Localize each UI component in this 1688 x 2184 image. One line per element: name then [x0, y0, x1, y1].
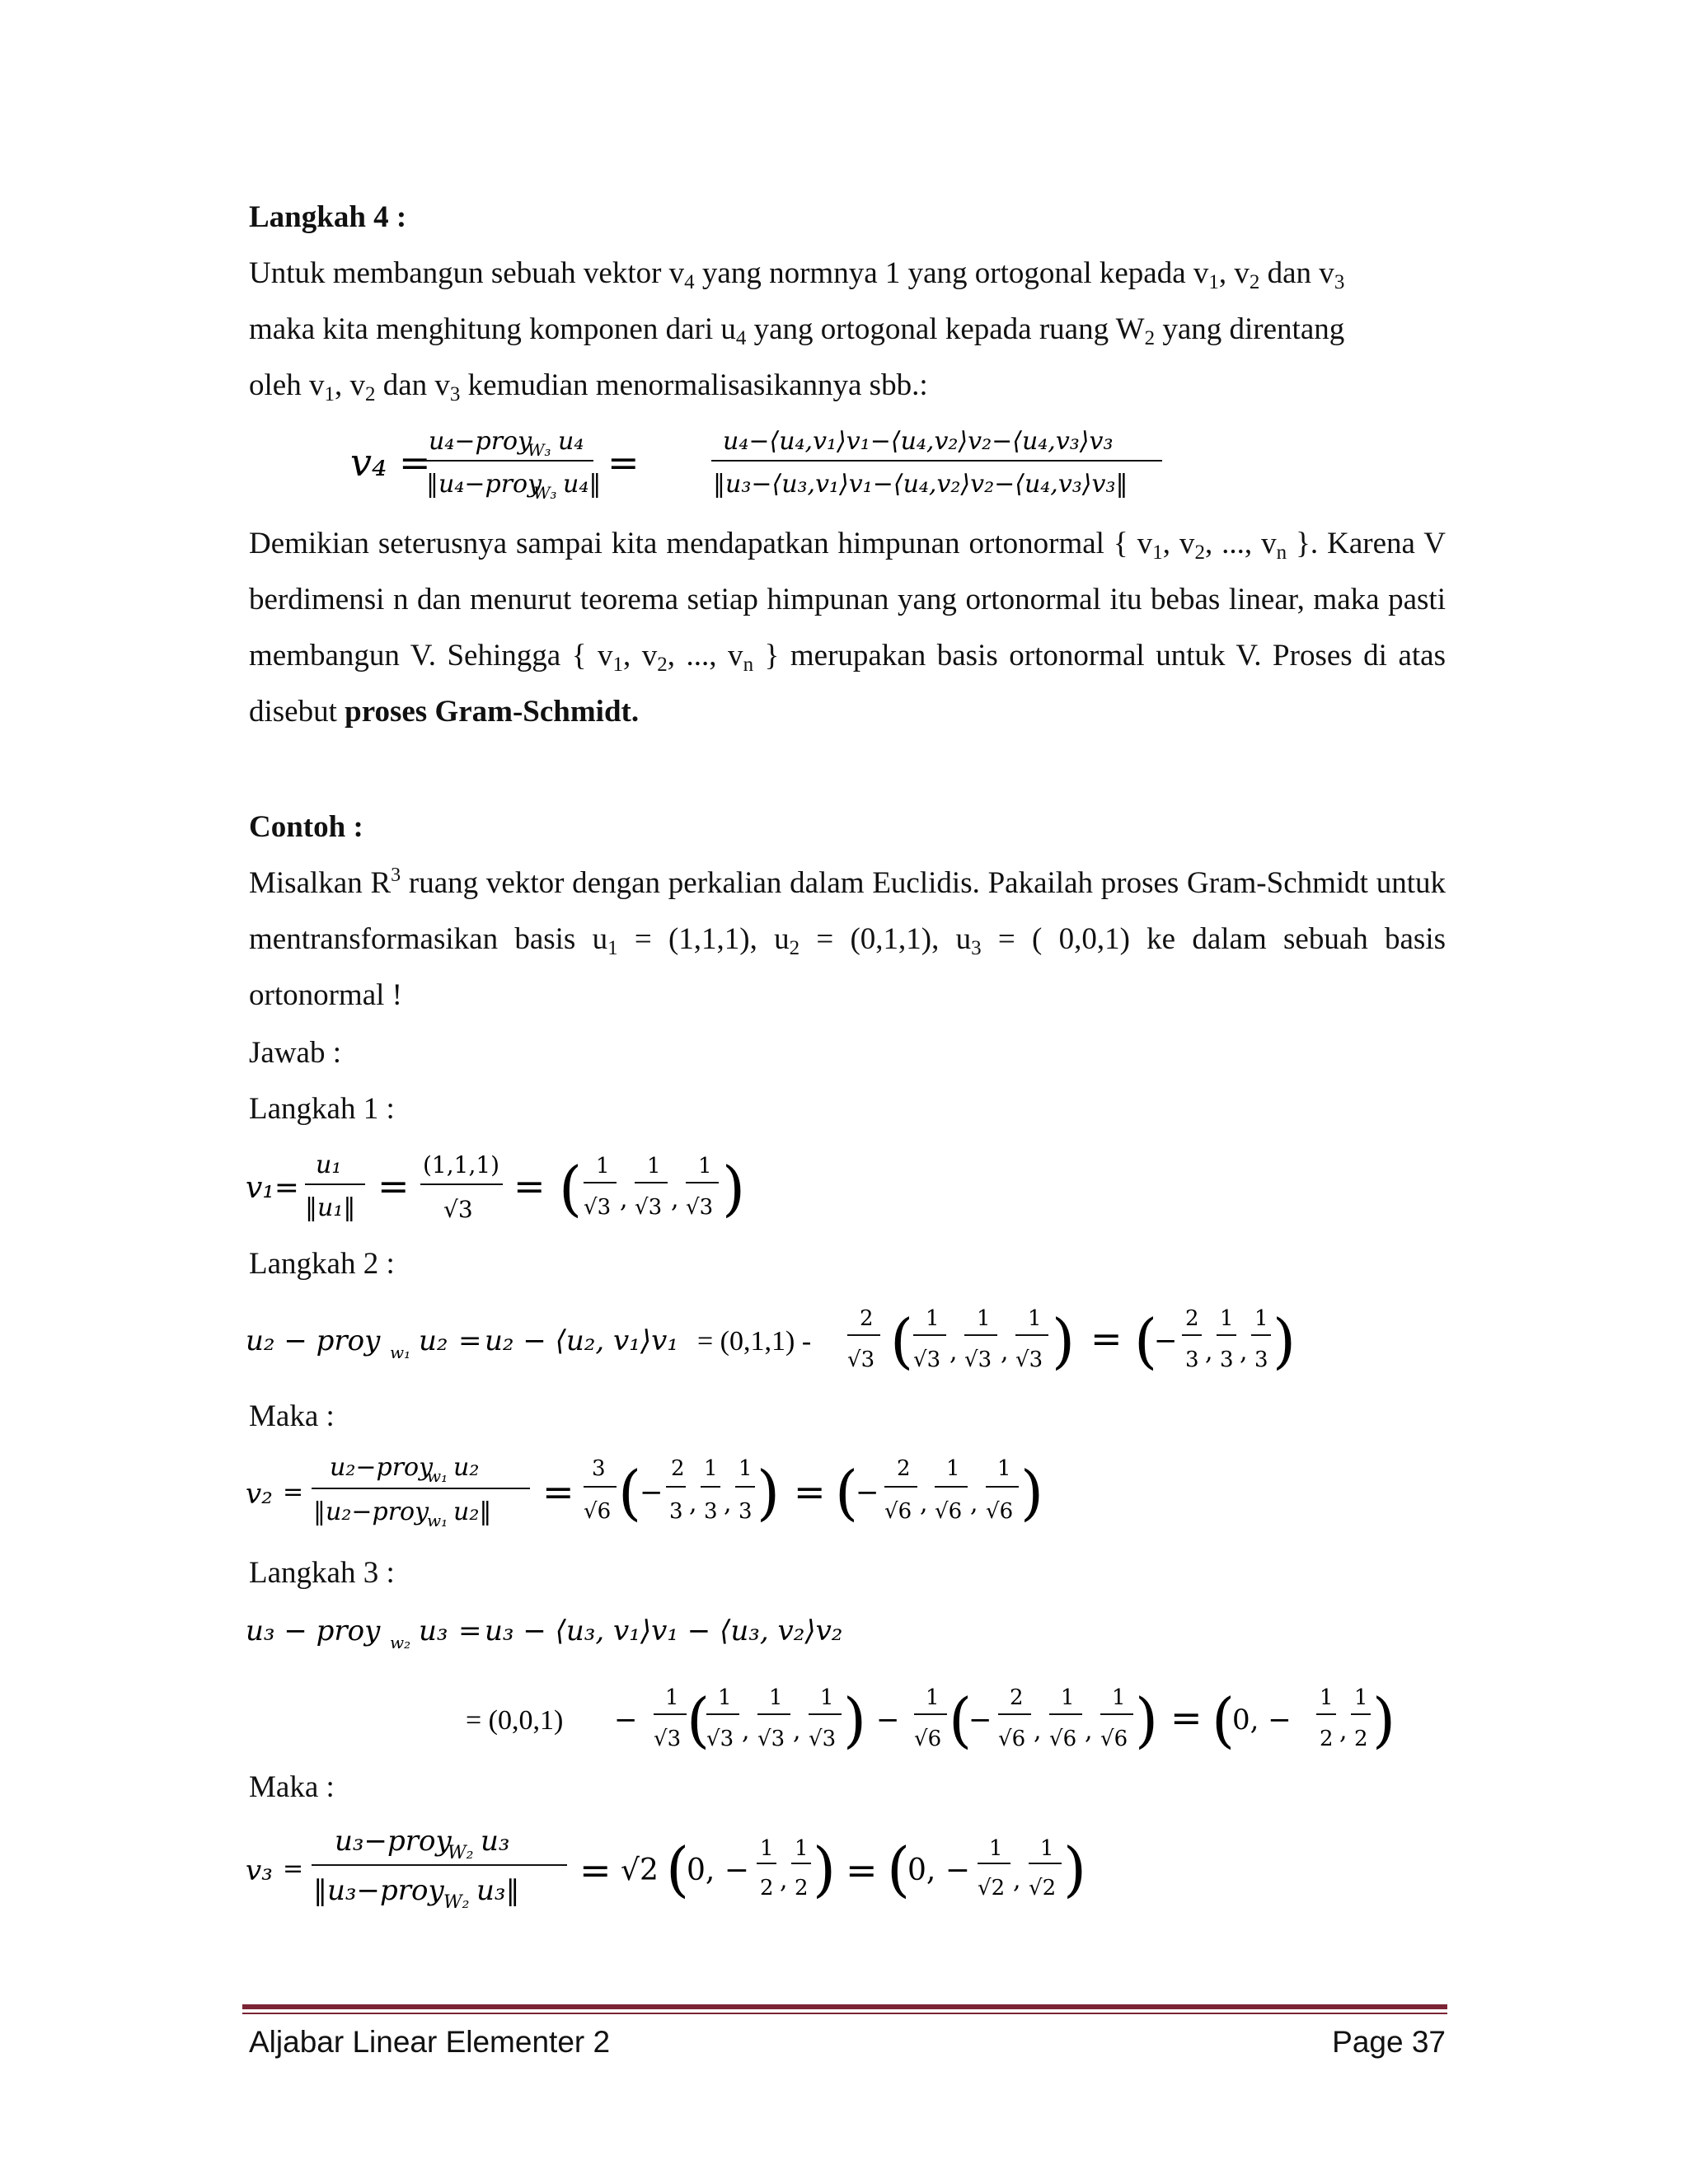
svg-text:1: 1: [1040, 1836, 1054, 1861]
svg-text:v₁=: v₁=: [246, 1171, 299, 1205]
svg-text:u₃: u₃: [481, 1825, 510, 1858]
equation-step2: [246, 1294, 1317, 1392]
svg-text:1: 1: [946, 1456, 960, 1481]
svg-text:(: (: [559, 1154, 583, 1223]
svg-text:u₃ − ⟨u₃, v₁⟩v₁ − ⟨u₃, v₂⟩v₂: u₃ − ⟨u₃, v₁⟩v₁ − ⟨u₃, v₂⟩v₂: [485, 1615, 843, 1647]
footer-rule-thin: [242, 2013, 1447, 2014]
svg-text:,: ,: [1339, 1717, 1348, 1746]
svg-text:1: 1: [769, 1685, 783, 1710]
svg-text:√6: √6: [986, 1499, 1014, 1524]
svg-text:): ): [722, 1154, 746, 1223]
step4-line3: oleh $v_1$, $v_2$ dan $v_3$ kemudian menormalisasikannya sbb.:: [249, 368, 928, 405]
svg-text:): ): [843, 1685, 867, 1755]
svg-text:u₄−⟨u₄,v₁⟩v₁−⟨u₄,v₂⟩v₂−⟨u₄,v₃⟩: u₄−⟨u₄,v₁⟩v₁−⟨u₄,v₂⟩v₂−⟨u₄,v₃⟩v₃: [723, 427, 1114, 456]
svg-text:,: ,: [689, 1489, 697, 1518]
svg-text:1: 1: [1112, 1685, 1126, 1710]
svg-text:√3: √3: [809, 1727, 837, 1751]
svg-text:1: 1: [738, 1456, 753, 1481]
svg-text:1: 1: [1254, 1306, 1268, 1331]
svg-text:,: ,: [1085, 1717, 1093, 1746]
svg-text:‖u₂−proy: ‖u₂−proy: [313, 1497, 429, 1526]
label-langkah1: Langkah 1 :: [249, 1092, 395, 1126]
svg-text:1: 1: [820, 1685, 834, 1710]
svg-text:√3: √3: [913, 1347, 941, 1372]
svg-text:1: 1: [977, 1306, 991, 1331]
svg-text:3: 3: [669, 1499, 683, 1524]
svg-text:,: ,: [1240, 1338, 1248, 1366]
svg-text:0, −: 0, −: [1232, 1704, 1292, 1736]
heading-example: Contoh :: [249, 810, 363, 844]
equation-v1: [246, 1141, 773, 1240]
label-maka1: Maka :: [249, 1399, 335, 1433]
svg-text:,: ,: [671, 1185, 679, 1214]
svg-text:=: =: [846, 1848, 878, 1892]
svg-text:W₂: W₂: [443, 1892, 470, 1913]
svg-text:3: 3: [738, 1499, 753, 1524]
svg-text:=: =: [458, 1615, 482, 1647]
svg-text:= (0,0,1): = (0,0,1): [466, 1705, 564, 1736]
svg-text:w₁: w₁: [427, 1511, 448, 1530]
svg-text:u₃ − proy: u₃ − proy: [246, 1615, 381, 1647]
svg-text:u₂: u₂: [419, 1324, 448, 1357]
svg-text:‖u₃−proy: ‖u₃−proy: [313, 1874, 444, 1907]
svg-text:v₃: v₃: [246, 1854, 273, 1887]
svg-text:1: 1: [760, 1836, 774, 1861]
paragraph-gram-schmidt: Demikian seterusnya sampai kita mendapatkan himpunan ortonormal { $v_1$, $v_2$, ..., $v_n$ }. Karena V berdimensi n dan menurut teorema setiap himpunan yang ortonormal itu bebas linear, maka pasti membangun V. Sehingga { $v_1$, $v_2$, ..., $v_n$ } merupakan basis ortonormal untuk V. Proses di atas disebut proses Gram-Schmidt.: [249, 527, 1447, 729]
svg-text:u₃: u₃: [419, 1615, 448, 1647]
svg-text:1: 1: [1028, 1306, 1042, 1331]
equation-step3-line1: [246, 1607, 987, 1672]
svg-text:2: 2: [897, 1456, 911, 1481]
svg-text:,: ,: [742, 1717, 750, 1746]
svg-text:,: ,: [620, 1185, 628, 1214]
svg-text:1: 1: [1354, 1685, 1368, 1710]
svg-text:1: 1: [698, 1154, 712, 1179]
svg-text:u₂‖: u₂‖: [453, 1497, 492, 1526]
svg-text:√6: √6: [584, 1499, 612, 1524]
svg-text:√3: √3: [654, 1727, 682, 1751]
svg-text:,: ,: [1205, 1338, 1213, 1366]
svg-text:(: (: [887, 1835, 911, 1904]
svg-text:=: =: [1090, 1316, 1123, 1361]
svg-text:=: =: [542, 1469, 574, 1514]
svg-text:3: 3: [592, 1456, 606, 1481]
svg-text:(: (: [666, 1835, 690, 1904]
svg-text:1: 1: [1220, 1306, 1234, 1331]
svg-text:(: (: [835, 1458, 859, 1527]
svg-text:2: 2: [860, 1306, 874, 1331]
svg-text:−: −: [614, 1704, 638, 1736]
svg-text:(1,1,1): (1,1,1): [423, 1151, 500, 1179]
svg-text:1: 1: [665, 1685, 679, 1710]
svg-text:1: 1: [647, 1154, 661, 1179]
svg-text:=: =: [794, 1469, 826, 1514]
svg-text:√3: √3: [443, 1196, 473, 1223]
svg-text:=: =: [283, 1478, 304, 1507]
svg-text:(: (: [890, 1306, 914, 1376]
svg-text:u₃‖: u₃‖: [476, 1874, 520, 1907]
svg-text:√6: √6: [935, 1499, 963, 1524]
svg-text:1: 1: [704, 1456, 718, 1481]
svg-text:−: −: [876, 1704, 900, 1736]
svg-text:W₂: W₂: [448, 1843, 474, 1863]
svg-text:√3: √3: [964, 1347, 992, 1372]
svg-text:√6: √6: [1049, 1727, 1077, 1751]
svg-text:): ): [813, 1835, 837, 1904]
svg-text:u₂−proy: u₂−proy: [330, 1453, 434, 1482]
svg-text:=: =: [377, 1164, 410, 1208]
equation-step3-line2: [466, 1673, 1414, 1771]
svg-text:2: 2: [671, 1456, 685, 1481]
svg-text:u₄−proy: u₄−proy: [429, 427, 532, 456]
svg-text:,: ,: [724, 1489, 732, 1518]
svg-text:√3: √3: [686, 1195, 714, 1220]
svg-text:w₁: w₁: [427, 1466, 448, 1486]
svg-text:−: −: [856, 1476, 879, 1509]
svg-text:1: 1: [1320, 1685, 1334, 1710]
svg-text:): ): [1372, 1685, 1396, 1755]
svg-text:1: 1: [596, 1154, 610, 1179]
svg-text:0, −: 0, −: [907, 1854, 970, 1887]
svg-text:,: ,: [793, 1717, 801, 1746]
svg-text:u₂: u₂: [453, 1453, 480, 1482]
svg-text:): ): [1052, 1306, 1076, 1376]
svg-text:1: 1: [1061, 1685, 1075, 1710]
svg-text:3: 3: [1220, 1347, 1234, 1372]
svg-text:w₂: w₂: [390, 1633, 411, 1652]
gram-schmidt-term: proses Gram-Schmidt.: [345, 695, 640, 729]
svg-text:2: 2: [1010, 1685, 1024, 1710]
svg-text:= (0,1,1) -: = (0,1,1) -: [697, 1326, 812, 1357]
svg-text:u₄‖: u₄‖: [563, 470, 602, 499]
svg-text:(: (: [618, 1458, 642, 1527]
svg-text:2: 2: [795, 1876, 809, 1900]
svg-text:1: 1: [926, 1306, 940, 1331]
svg-text:,: ,: [950, 1338, 958, 1366]
svg-text:w₁: w₁: [390, 1343, 411, 1362]
svg-text:,: ,: [920, 1489, 928, 1518]
label-langkah3: Langkah 3 :: [249, 1556, 395, 1590]
label-maka2: Maka :: [249, 1770, 335, 1804]
svg-text:√3: √3: [1015, 1347, 1043, 1372]
label-jawab: Jawab :: [249, 1036, 341, 1070]
footer-rule-thick: [242, 2004, 1447, 2009]
svg-text:√6: √6: [1100, 1727, 1128, 1751]
svg-text:): ): [1135, 1685, 1159, 1755]
svg-text:3: 3: [1185, 1347, 1199, 1372]
svg-text:‖u₄−proy: ‖u₄−proy: [426, 470, 542, 499]
svg-text:(: (: [1134, 1306, 1158, 1376]
svg-text:,: ,: [1001, 1338, 1009, 1366]
svg-text:2: 2: [1354, 1727, 1368, 1751]
svg-text:,: ,: [1034, 1717, 1042, 1746]
svg-text:(: (: [687, 1685, 710, 1755]
svg-text:−: −: [1154, 1324, 1178, 1357]
svg-text:,: ,: [780, 1866, 788, 1895]
svg-text:−: −: [968, 1704, 992, 1736]
svg-text:−: −: [640, 1476, 663, 1509]
svg-text:W₃: W₃: [533, 483, 557, 503]
svg-text:): ): [1273, 1306, 1296, 1376]
svg-text:‖u₁‖: ‖u₁‖: [305, 1193, 356, 1222]
svg-text:1: 1: [718, 1685, 732, 1710]
equation-v4: [350, 416, 1175, 514]
heading-step4: Langkah 4 :: [249, 200, 407, 234]
svg-text:u₂ − proy: u₂ − proy: [246, 1324, 381, 1357]
svg-text:√6: √6: [914, 1727, 942, 1751]
svg-text:): ): [757, 1458, 781, 1527]
svg-text:√3: √3: [847, 1347, 875, 1372]
svg-text:v₄ =: v₄ =: [350, 440, 431, 485]
step4-line2: maka kita menghitung komponen dari $u_4$ yang ortogonal kepada ruang $W_2$ yang direntang: [249, 312, 1345, 349]
svg-text:): ): [1020, 1458, 1044, 1527]
svg-text:√2: √2: [978, 1876, 1006, 1900]
svg-text:v₂: v₂: [246, 1478, 273, 1511]
svg-text:2: 2: [1320, 1727, 1334, 1751]
svg-text:,: ,: [1013, 1866, 1021, 1895]
svg-text:‖u₃−⟨u₃,v₁⟩v₁−⟨u₄,v₂⟩v₂−⟨u₄,v₃: ‖u₃−⟨u₃,v₁⟩v₁−⟨u₄,v₂⟩v₂−⟨u₄,v₃⟩v₃‖: [713, 470, 1128, 499]
svg-text:3: 3: [1254, 1347, 1268, 1372]
svg-text:=: =: [458, 1324, 482, 1357]
paragraph-example: Misalkan $R^3$ ruang vektor dengan perkalian dalam Euclidis. Pakailah proses Gram-Schmidt untuk mentransformasikan basis $u_1 = (1,1,1)$, $u_2 = (0,1,1)$, $u_3$ = ( 0,0,1) ke dalam sebuah basis ortonormal !: [249, 865, 1446, 1012]
svg-text:√3: √3: [584, 1195, 612, 1220]
svg-text:u₄: u₄: [558, 427, 584, 456]
svg-text:1: 1: [989, 1836, 1003, 1861]
step4-line1: Untuk membangun sebuah vektor $v_4$ yang normnya 1 yang ortogonal kepada $v_1$, $v_2$ dan $v_3$: [249, 256, 1345, 293]
svg-text:√3: √3: [706, 1727, 734, 1751]
svg-text:√2: √2: [1029, 1876, 1057, 1900]
svg-text:√3: √3: [635, 1195, 663, 1220]
svg-text:,: ,: [970, 1489, 978, 1518]
svg-text:√2: √2: [621, 1854, 659, 1887]
svg-text:√3: √3: [757, 1727, 785, 1751]
svg-text:=: =: [283, 1854, 304, 1883]
svg-text:(: (: [1212, 1685, 1236, 1755]
svg-text:u₃−proy: u₃−proy: [335, 1825, 452, 1858]
svg-text:1: 1: [997, 1456, 1011, 1481]
svg-text:√6: √6: [998, 1727, 1026, 1751]
label-langkah2: Langkah 2 :: [249, 1247, 395, 1281]
svg-text:): ): [1063, 1835, 1087, 1904]
svg-text:=: =: [513, 1164, 546, 1208]
svg-text:√6: √6: [884, 1499, 912, 1524]
svg-text:=: =: [607, 440, 640, 485]
footer-book-title: Aljabar Linear Elementer 2: [249, 2025, 611, 2059]
svg-text:u₂ − ⟨u₂, v₁⟩v₁: u₂ − ⟨u₂, v₁⟩v₁: [485, 1324, 678, 1357]
svg-text:3: 3: [704, 1499, 718, 1524]
svg-text:=: =: [1170, 1695, 1203, 1740]
svg-text:2: 2: [760, 1876, 774, 1900]
svg-text:0, −: 0, −: [687, 1854, 749, 1887]
svg-text:1: 1: [926, 1685, 940, 1710]
footer-page-number: Page 37: [1332, 2025, 1446, 2059]
svg-text:(: (: [949, 1685, 973, 1755]
equation-v2: [246, 1444, 1070, 1542]
svg-text:2: 2: [1185, 1306, 1199, 1331]
svg-text:W₃: W₃: [528, 440, 551, 460]
svg-text:u₁: u₁: [316, 1151, 342, 1179]
equation-v3: [246, 1817, 1111, 1924]
svg-text:=: =: [579, 1848, 612, 1892]
svg-text:1: 1: [795, 1836, 809, 1861]
